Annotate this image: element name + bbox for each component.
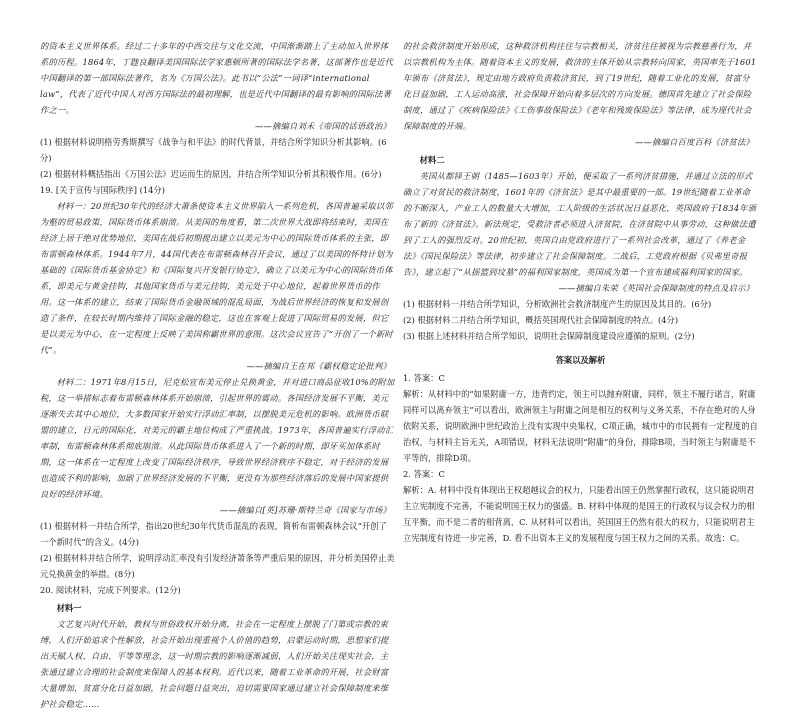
q20-material-1: 文艺复兴时代开始，教权与世俗政权开始分离，社会在一定程度上摆脱了门第或宗教的束缚，人们开始追求个性解放，社会开始出现重视个人价值的趋势，启蒙运动时期，思想家们提出天赋人权、自由、平等等理念，这一时期宗教的影响逐渐减弱，人们开始关注现实社会，主张通过建立合理的社会制度来保障人的基本权利。近代以来，随着工业革命的开展，社会财富大量增加，贫富分化日益加剧，社会问题日益突出，迫切需要国家通过建立社会保障制度来维护社会稳定…… [40,619,389,709]
question-20-3: (3) 根据上述材料并结合所学知识，说明社会保障制度建设应遵循的原则。(2分) [403,331,695,341]
left-column [40,38,395,712]
answer-1-head: 1. 答案：C [403,373,445,383]
question-18-2: (2) 根据材料概括指出《万国公法》迟运而生的原因，并结合所学知识分析其积极作用。(6分) [40,169,382,179]
intro-paragraph: 的资本主义世界体系。经过二十多年的中西交往与文化交流，中国渐渐踏上了主动加入世界体系的历程。1864年，丁韪良翻译美国国际法学家惠顿所著的国际法学名著，这部著作也是近代中国翻译的第一部国际法著作，名为《万国公法》。此书以“公法”一词译“international law”，代表了近代中国人对西方国际法的最初理解，也是近代中国翻译的最有影响的国际法著作之一。 [40,41,394,115]
right-column [403,38,758,546]
material-2-source: ——摘编自朱荣《英国社会保障制度的特点及启示》 [558,283,754,293]
answer-2-head: 2. 答案：C [403,469,445,479]
answers-title: 答案以及解析 [555,355,606,365]
question-20-title: 20. 阅读材料，完成下列要求。(12分) [40,585,181,595]
answer-2-body: 解析：A. 材料中没有体现出王权超越议会的权力，只能看出国王仍然掌握行政权，这只能说明君主立宪制度不完善，不能说明国王权力的强盛。B. 材料中体现的是国王的行政权与议会权力的相互平衡，而不是二者的相背离，C. 从材料可以看出，英国国王仍然有很大的权力，只能说明君主立宪制度有待进一步完善，D. 看不出资本主义的发展程度与国王权力之间的关系。故选：C。 [403,485,755,543]
q19-material-1-source: ——摘编自王在邦《霸权稳定论批判》 [246,361,391,371]
material-2: 英国从都铎王朝（1485—1603年）开始，便采取了一系列济贫措施，并通过立法的形式确立了对贫民的救济制度，1601年的《济贫法》是其中最重要的一部。19世纪随着工业革命的不断深入，产业工人的数量大大增加，工人阶级的生活状况日益恶化，英国政府于1834年颁布了新的《济贫法》。新法规定，受救济者必须进入济贫院，在济贫院中从事劳动，这种做法遭到了工人的强烈反对。20世纪初，英国自由党政府进行了一系列社会改革，通过了《养老金法》《国民保险法》等法律，初步建立了社会保障制度。二战后，工党政府根据《贝弗里奇报告》，建立起了“从摇篮到坟墓”的福利国家制度，英国成为第一个宣布建成福利国家的国家。 [403,171,757,277]
q19-material-2: 材料二：1971年8月15日，尼克松宣布美元停止兑换黄金，并对进口商品征收10%的附加税，这一举措标志着布雷顿森林体系开始崩溃，引起世界的震动。各国经济发展不平衡，美元逐渐失去其中心地位，大多数国家开始实行浮动汇率制，以摆脱美元危机的影响。欧洲货币联盟的建立，日元的国际化，对美元的霸主地位构成了严重挑战。1973年，各国普遍实行浮动汇率制，布雷顿森林体系彻底崩溃。从此国际货币体系进入了一个新的时期，即牙买加体系时期，这一体系在一定程度上改变了国际经济秩序，导致世界经济秩序不稳定，对于经济的发展也造成不利的影响，加剧了世界经济发展的不平衡，更没有为那些经济落后的发展中国家提供良好的经济环境。 [40,377,395,499]
question-20-2: (2) 根据材料二并结合所学知识，概括英国现代社会保障制度的特点。(4分) [403,315,679,325]
material-1-continued: 的社会救济制度开始形成，这种救济机构往往与宗教相关，济贫往往被视为宗教慈善行为，并以宗教机构为主体。随着资本主义的发展，救济的主体开始从宗教转向国家，英国率先于1601年颁布《济贫法》，规定由地方政府负责救济贫民，到了19世纪，随着工业化的发展，贫富分化日益加剧，工人运动高涨，社会保障开始向着多层次的方向发展。德国首先建立了社会保险制度，通过了《疾病保险法》《工伤事故保险法》《老年和残废保险法》等法律，成为现代社会保障制度的开端。 [403,41,757,131]
material-1-source: ——摘编自百度百科《济贫法》 [635,137,754,147]
q19-material-2-source: ——摘编自[英]苏珊·斯特兰奇《国家与市场》 [219,505,391,515]
question-18-1: (1) 根据材料说明格劳秀斯撰写《战争与和平法》的时代背景，并结合所学知识分析其影响。(6分) [40,137,387,163]
question-19-title: 19. [关于宣传与国际秩序] (14分) [40,185,165,195]
question-19-2: (2) 根据材料并结合所学，说明浮动汇率没有引发经济萧条等严重后果的原因，并分析美国停止美元兑换黄金的举措。(8分) [40,553,395,579]
question-20-1: (1) 根据材料一并结合所学知识，分析欧洲社会救济制度产生的原因及其目的。(6分) [403,299,712,309]
q20-material-1-label: 材料一 [56,603,82,613]
material-2-label: 材料二 [419,155,445,165]
intro-source: ——摘编自刘禾《帝国的话语政治》 [255,121,391,131]
q19-material-1: 材料一：20世纪30年代的经济大萧条使资本主义世界陷入一系列危机，各国普遍采取以邻为壑的贸易政策，国际货币体系崩溃。从美国的角度看，第二次世界大战即将结束时，美国在经济上居于绝对优势地位，美国在战后初期提出建立以美元为中心的国际货币体系的主张，即布雷顿森林体系。1944年7月，44国代表在布雷顿森林召开会议，通过了以美国的怀特计划为基础的《国际货币基金协定》和《国际复兴开发银行协定》，确立了以美元为中心的国际货币体系，即美元与黄金挂钩，其他国家货币与美元挂钩，美元处于中心地位，起着世界货币的作用。这一体系的建立，结束了国际货币金融领域的混乱局面，为战后世界经济的恢复和发展创造了条件，在较长时期内维持了国际金融的稳定，这也在客观上促进了国际贸易的发展，但它是以美元为中心，在一定程度上反映了美国称霸世界的意图。这次会议宣告了“开创了一个新时代”。 [40,201,393,355]
question-19-1: (1) 根据材料一并结合所学，指出20世纪30年代货币混乱的表现，简析布雷顿森林会议“开创了一个新时代”的含义。(4分) [40,521,387,547]
answer-1-body: 解析：从材料中的“如果附庸一方，违背约定，领主可以抛弃附庸，同样，领主不履行诺言，附庸同样可以离弃领主”可以看出，欧洲领主与附庸之间是相互的权利与义务关系，不存在绝对的人身依附关系，说明欧洲中世纪政治上没有实现中央集权，C项正确，城市中的市民拥有一定程度的自治权，与材料主旨无关，A项错误，材料无法说明“附庸”的身份，排除B项，当时领主与附庸是不平等的，排除D项。 [403,389,758,463]
